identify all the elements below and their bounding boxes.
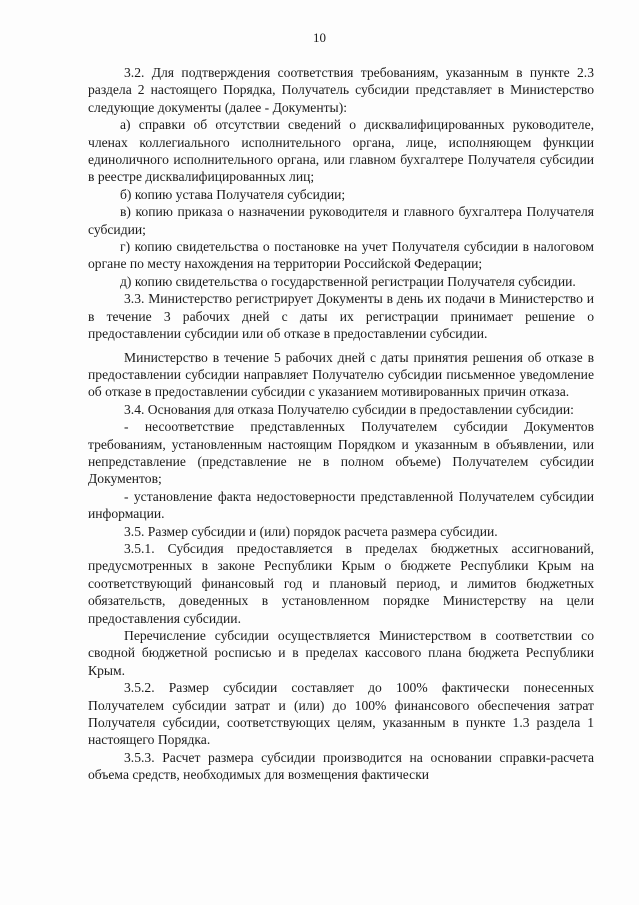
paragraph-transfer: Перечисление субсидии осуществляется Министерством в соответствии со сводной бюджетной росписью и в пределах кассового плана бюджета Республики Крым. — [88, 628, 594, 678]
paragraph-list-item-v: в) копию приказа о назначении руководителя и главного бухгалтера Получателя субсидии; — [88, 204, 594, 237]
paragraph-list-item-b: б) копию устава Получателя субсидии; — [120, 186, 346, 202]
paragraph-3-2: 3.2. Для подтверждения соответствия требованиям, указанным в пункте 2.3 раздела 2 настоящего Порядка, Получатель субсидии представляет в Министерство следующие документы (далее - Документы): — [88, 65, 594, 115]
paragraph-refusal-reason-2: - установление факта недостоверности представленной Получателем субсидии информации. — [88, 488, 594, 522]
page-number: 10 — [313, 30, 326, 45]
paragraph-list-item-a: а) справки об отсутствии сведений о дисквалифицированных руководителе, членах коллегиального исполнительного органа, лице, исполняющем функции единоличного исполнительного органа, или главном бухгалтере Получателя субсидии в реестре дисквалифицированных лиц; — [88, 117, 594, 185]
paragraph-refusal-notice: Министерство в течение 5 рабочих дней с даты принятия решения об отказе в предоставлении субсидии направляет Получателю субсидии письменное уведомление об отказе в предоставлении субсидии с указанием мотивированных причин отказа. — [88, 349, 594, 400]
paragraph-3-4: 3.4. Основания для отказа Получателю субсидии в предоставлении субсидии: — [124, 401, 574, 417]
paragraph-list-item-d: д) копию свидетельства о государственной регистрации Получателя субсидии. — [120, 273, 576, 289]
paragraph-3-5: 3.5. Размер субсидии и (или) порядок расчета размера субсидии. — [124, 523, 498, 539]
paragraph-3-5-3: 3.5.3. Расчет размера субсидии производится на основании справки-расчета объема средств, необходимых для возмещения фактически — [88, 749, 594, 783]
paragraph-3-5-1: 3.5.1. Субсидия предоставляется в пределах бюджетных ассигнований, предусмотренных в законе Республики Крым о бюджете Республики Крым на соответствующий финансовый год и плановый период, и лимитов бюджетных обязательств, доведенных в установленном порядке Министерству на цели предоставления субсидии. — [88, 540, 594, 626]
paragraph-list-item-g: г) копию свидетельства о постановке на учет Получателя субсидии в налоговом органе по месту нахождения на территории Российской Федерации; — [88, 239, 594, 272]
paragraph-3-5-2: 3.5.2. Размер субсидии составляет до 100% фактически понесенных Получателем субсидии затрат и (или) до 100% финансового обеспечения затрат Получателя субсидии, соответствующих целям, указанным в пункте 1.3 раздела 1 настоящего Порядка. — [88, 680, 594, 748]
paragraph-refusal-reason-1: - несоответствие представленных Получателем субсидии Документов требованиям, установленным настоящим Порядком и указанным в объявлении, или непредставление (представление не в полном объеме) Получателем субсидии Документов; — [88, 419, 594, 487]
document-body — [88, 64, 594, 784]
paragraph-3-3: 3.3. Министерство регистрирует Документы в день их подачи в Министерство и в течение 3 рабочих дней с даты их регистрации принимает решение о предоставлении субсидии или об отказе в предоставлении субсидии. — [88, 291, 594, 342]
